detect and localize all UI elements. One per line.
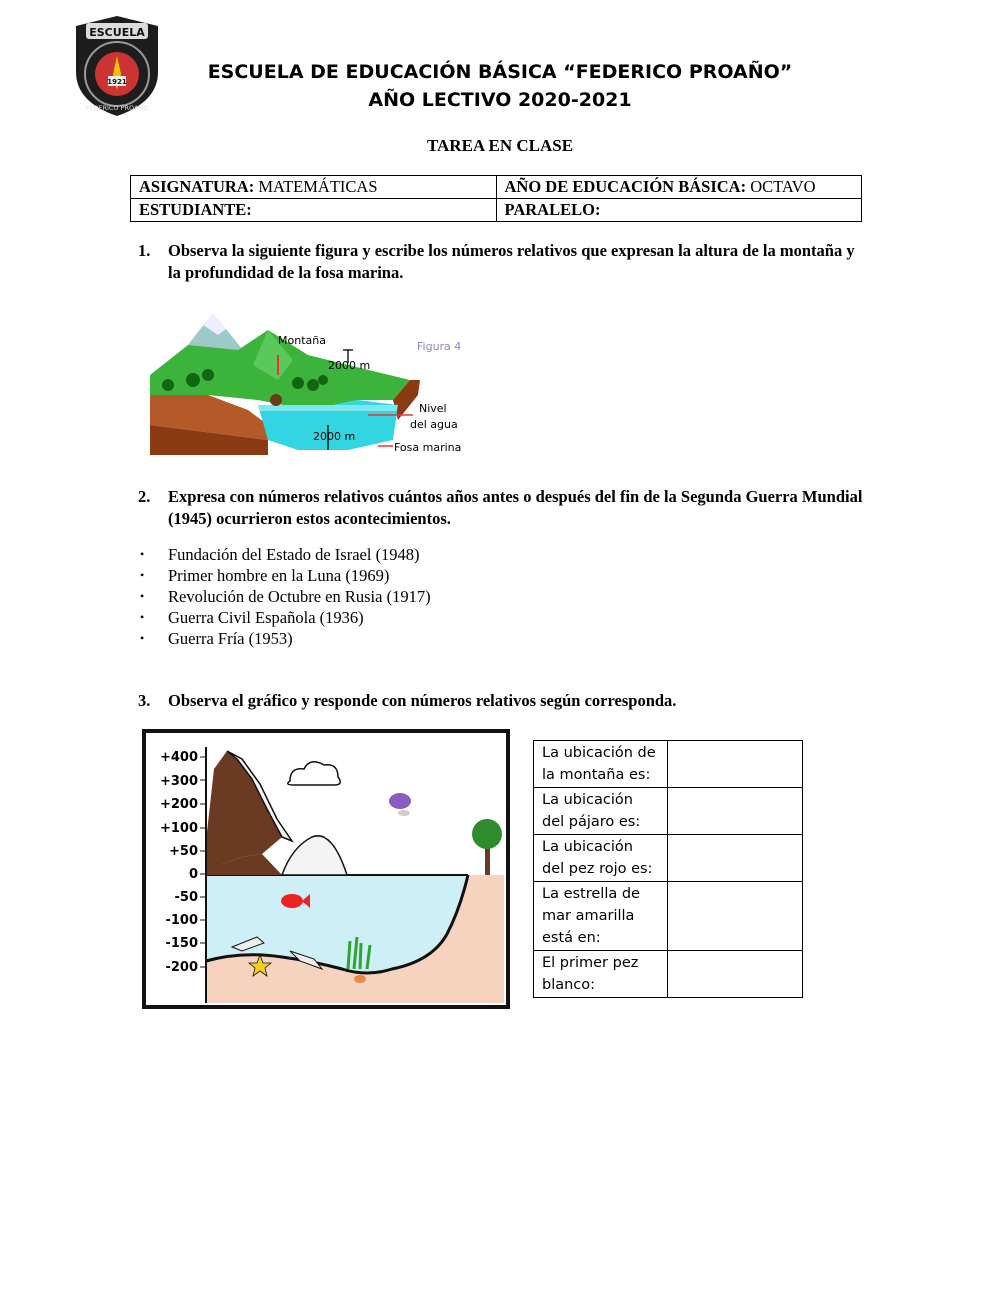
scale-label: +200 — [159, 797, 198, 812]
answer-input-montana[interactable] — [668, 741, 803, 788]
info-table — [130, 175, 862, 222]
events-list — [138, 544, 431, 649]
label-montana: Montaña — [278, 334, 326, 347]
logo-top-text: ESCUELA — [89, 26, 145, 39]
label-nivel-1: Nivel — [419, 402, 447, 415]
school-year: AÑO LECTIVO 2020-2021 — [368, 89, 632, 111]
scale-label: 0 — [188, 867, 198, 882]
label-nivel-2: del agua — [410, 418, 458, 431]
scale-label: +50 — [169, 844, 198, 859]
scale-label: -50 — [174, 890, 198, 905]
answer-table — [533, 740, 803, 998]
label-figura: Figura 4 — [417, 340, 462, 353]
school-name: ESCUELA DE EDUCACIÓN BÁSICA “FEDERICO PROAÑO” — [207, 61, 793, 83]
list-item: • Revolución de Octubre en Rusia (1917) — [138, 586, 431, 607]
logo-ring-text: FEDERICO PROAÑO — [85, 104, 149, 112]
answer-input-estrella[interactable] — [668, 882, 803, 951]
answer-input-pajaro[interactable] — [668, 788, 803, 835]
answer-input-pez-blanco[interactable] — [668, 951, 803, 998]
answer-label-pajaro: La ubicación del pájaro es: — [534, 788, 668, 835]
paralelo-cell[interactable]: PARALELO: — [496, 199, 862, 222]
number-line-figure — [142, 729, 510, 1009]
scale-label: +300 — [159, 774, 198, 789]
label-fosa: Fosa marina — [394, 441, 462, 454]
mountain-sea-figure — [148, 305, 468, 460]
question-3: 3. Observa el gráfico y responde con números relativos según corresponda. — [138, 691, 677, 710]
scale-label: +100 — [159, 821, 198, 836]
list-item: • Fundación del Estado de Israel (1948) — [138, 544, 431, 565]
asignatura-cell: ASIGNATURA: MATEMÁTICAS — [131, 176, 497, 199]
answer-label-pez-rojo: La ubicación del pez rojo es: — [534, 835, 668, 882]
list-item: • Primer hombre en la Luna (1969) — [138, 565, 431, 586]
logo-year: 1921 — [107, 78, 127, 86]
answer-label-estrella: La estrella de mar amarilla está en: — [534, 882, 668, 951]
scale-label: -150 — [165, 936, 198, 951]
label-depth: 2000 m — [313, 430, 356, 443]
scale-label: -100 — [165, 913, 198, 928]
scale-label: -200 — [165, 960, 198, 975]
answer-input-pez-rojo[interactable] — [668, 835, 803, 882]
question-1: 1. Observa la siguiente figura y escribe los números relativos que expresan la altura de la montaña y la profundidad de la fosa marina. — [138, 241, 855, 282]
task-title: TAREA EN CLASE — [426, 136, 574, 155]
scale-label: +400 — [159, 750, 198, 765]
list-item: • Guerra Fría (1953) — [138, 628, 431, 649]
question-2: 2. Expresa con números relativos cuántos años antes o después del fin de la Segunda Guerra Mundial (1945) ocurrieron estos acontecimientos. — [138, 487, 863, 528]
list-item: • Guerra Civil Española (1936) — [138, 607, 431, 628]
answer-label-montana: La ubicación de la montaña es: — [534, 741, 668, 788]
label-height: 2000 m — [328, 359, 371, 372]
answer-label-pez-blanco: El primer pez blanco: — [534, 951, 668, 998]
estudiante-cell[interactable]: ESTUDIANTE: — [131, 199, 497, 222]
ano-cell: AÑO DE EDUCACIÓN BÁSICA: OCTAVO — [496, 176, 862, 199]
